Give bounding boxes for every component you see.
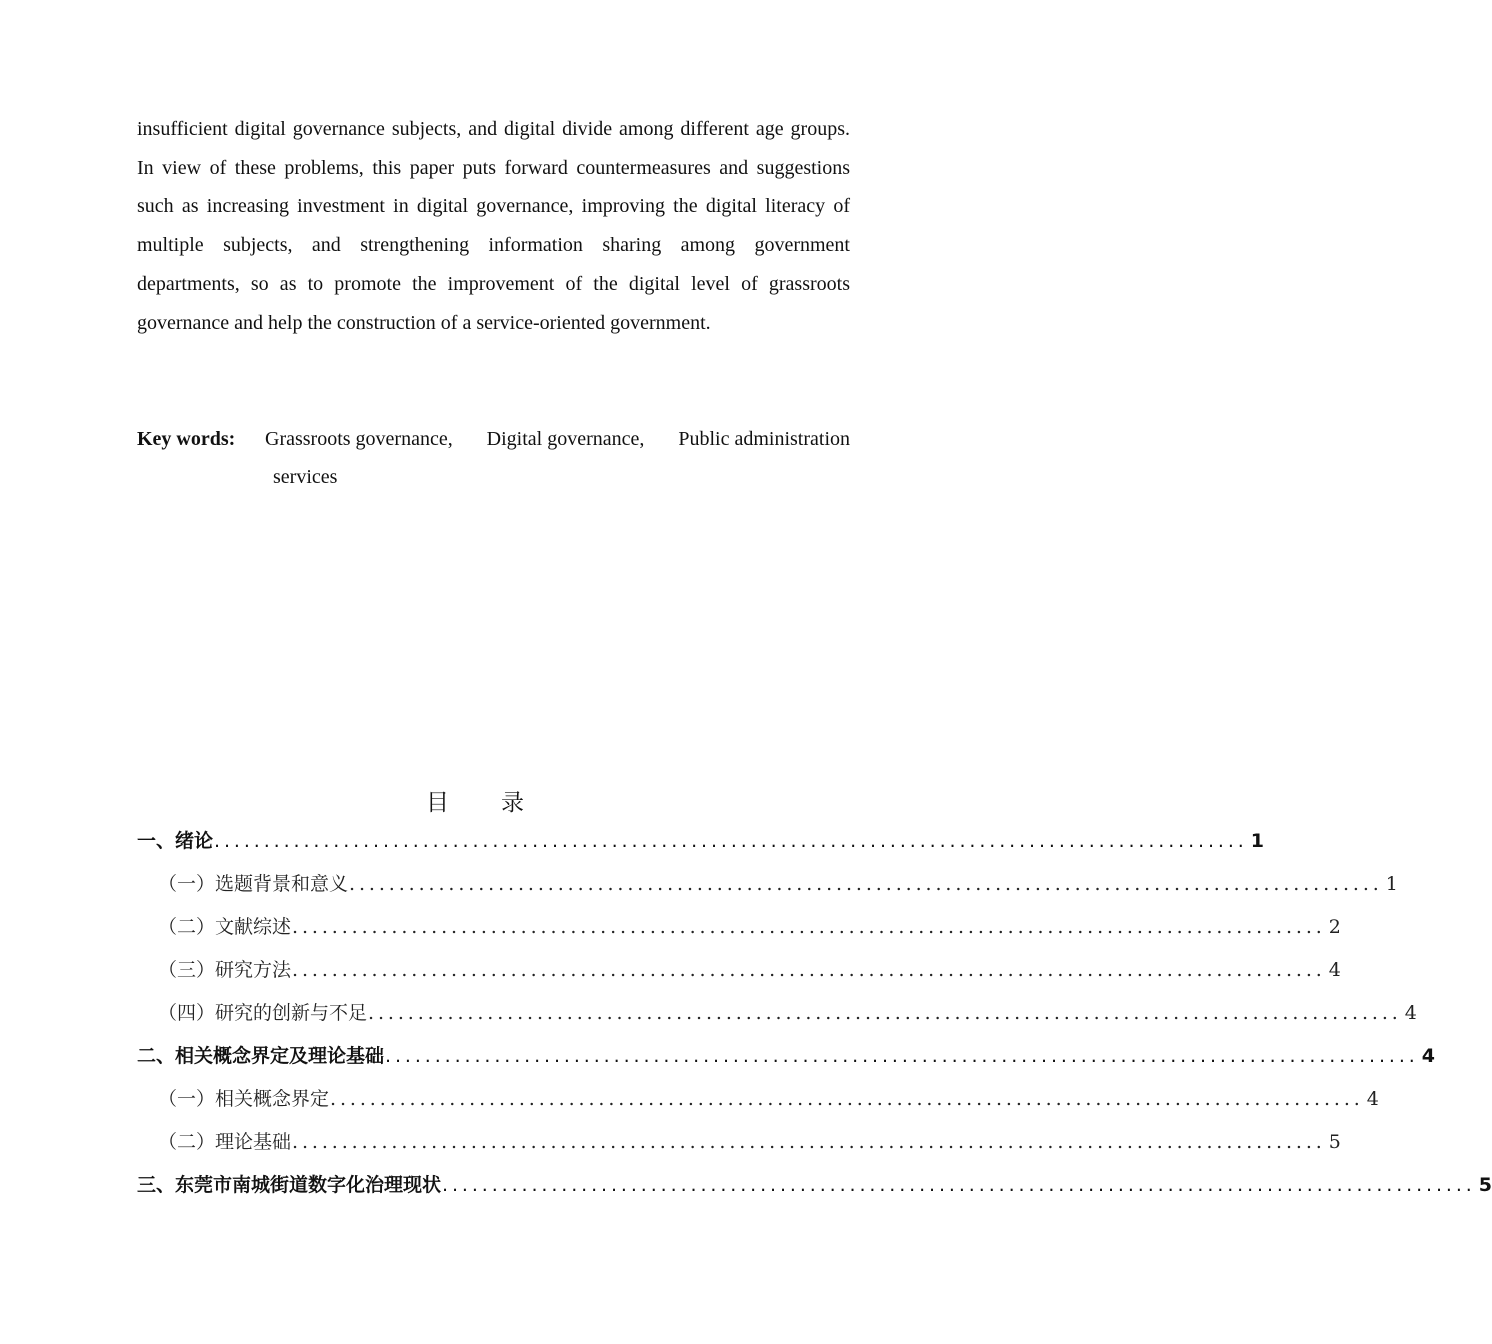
toc-entry-page: 4 bbox=[1366, 1088, 1379, 1110]
toc-entry-page: 4 bbox=[1421, 1045, 1435, 1067]
keywords-list bbox=[265, 420, 850, 496]
toc-leader-dots: ........................................................................................................ bbox=[330, 1088, 1364, 1110]
abstract-paragraph: insufficient digital governance subjects, and digital divide among different age groups. In view of these problems, this paper puts forward countermeasures and suggestions such as increasing investment in digital governance, improving the digital literacy of multiple subjects, and strengthening information sharing among government departments, so as to promote the improvement of the digital level of grassroots governance and help the construction of a service-oriented government. bbox=[137, 118, 850, 334]
toc-entry[interactable] bbox=[137, 1041, 1435, 1083]
toc-entry-page: 2 bbox=[1328, 916, 1341, 938]
toc-leader-dots: ........................................................................................................ bbox=[292, 916, 1326, 938]
toc-entry[interactable] bbox=[158, 998, 1417, 1040]
toc-entry[interactable] bbox=[158, 912, 1341, 954]
toc-entry-title: （三）研究方法 bbox=[158, 959, 292, 981]
toc-entry-page: 4 bbox=[1328, 959, 1341, 981]
toc-leader-dots: ........................................................................................................ bbox=[292, 1131, 1326, 1153]
toc-entry[interactable] bbox=[158, 869, 1398, 911]
toc-entry[interactable] bbox=[137, 1170, 1492, 1212]
toc-title-left: 目 bbox=[426, 790, 449, 816]
toc-entry[interactable] bbox=[137, 826, 1264, 868]
toc-leader-dots: ........................................................................................................ bbox=[349, 873, 1383, 895]
toc-leader-dots: ........................................................................................................ bbox=[385, 1045, 1419, 1067]
toc-entry-title: 三、东莞市南城街道数字化治理现状 bbox=[137, 1174, 442, 1196]
toc-entry[interactable] bbox=[158, 1127, 1341, 1169]
toc-entry-title: 一、绪论 bbox=[137, 830, 214, 852]
toc-title-right: 录 bbox=[501, 790, 524, 816]
toc-entry-title: （四）研究的创新与不足 bbox=[158, 1002, 368, 1024]
toc-entry-title: 二、相关概念界定及理论基础 bbox=[137, 1045, 385, 1067]
keyword-item: services bbox=[273, 466, 338, 488]
toc-entry[interactable] bbox=[158, 1084, 1379, 1126]
toc-entry-page: 5 bbox=[1328, 1131, 1341, 1153]
toc-leader-dots: ........................................................................................................ bbox=[214, 830, 1248, 852]
toc-title bbox=[0, 784, 950, 817]
toc-leader-dots: ........................................................................................................ bbox=[442, 1174, 1476, 1196]
keyword-item: Grassroots governance, bbox=[265, 428, 453, 450]
toc-entry-title: （一）相关概念界定 bbox=[158, 1088, 330, 1110]
toc-entry-title: （二）文献综述 bbox=[158, 916, 292, 938]
toc-leader-dots: ........................................................................................................ bbox=[368, 1002, 1402, 1024]
toc-entry-page: 5 bbox=[1478, 1174, 1492, 1196]
toc-entry-page: 1 bbox=[1385, 873, 1398, 895]
keywords-label: Key words: bbox=[137, 428, 236, 450]
toc-entry-page: 1 bbox=[1250, 830, 1264, 852]
toc-entry-title: （二）理论基础 bbox=[158, 1131, 292, 1153]
keyword-item: Public administration bbox=[678, 428, 850, 450]
toc-entry[interactable] bbox=[158, 955, 1341, 997]
toc-leader-dots: ........................................................................................................ bbox=[292, 959, 1326, 981]
toc-entry-page: 4 bbox=[1404, 1002, 1417, 1024]
keyword-item: Digital governance, bbox=[486, 428, 645, 450]
toc-entry-title: （一）选题背景和意义 bbox=[158, 873, 349, 895]
